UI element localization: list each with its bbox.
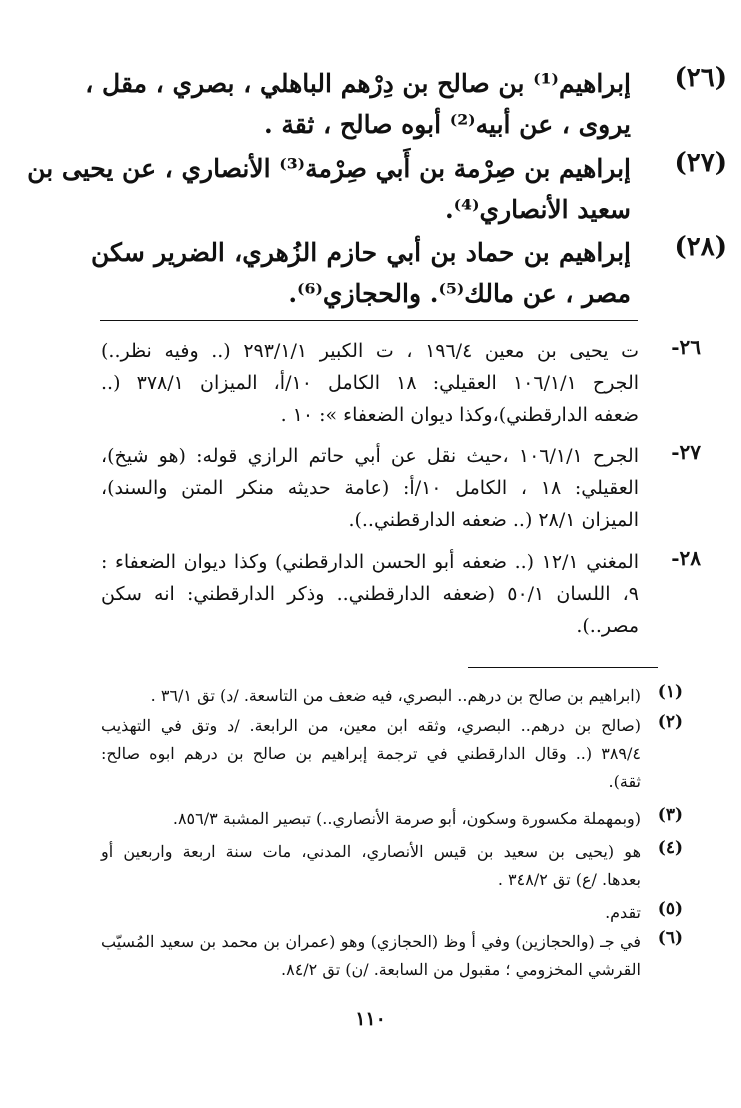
entry-28 bbox=[91, 232, 727, 314]
footnote-6 bbox=[101, 928, 683, 984]
footnote-5 bbox=[101, 899, 683, 927]
entry-line: إبراهيم بن حماد بن أبي حازم الزُهري، الضرير سكن bbox=[91, 238, 631, 267]
entry-line: إبراهيم⁽¹⁾ بن صالح بن دِرْهم الباهلي ، بصري ، مقل ، bbox=[85, 69, 631, 98]
footnote-number: (٦) bbox=[657, 928, 683, 948]
footnote-line: (صالح بن درهم.. البصري، وثقه ابن معين، من الرابعة. /د وتق في التهذيب bbox=[101, 716, 641, 735]
footnote-line: بعدها. /ع) تق ٣٤٨/٢ . bbox=[497, 870, 641, 889]
entry-number: (٢٧) bbox=[674, 148, 727, 178]
footnote-line: ٣٨٩/٤ (.. وقال الدارقطني في ترجمة إبراهيم بن صالح بن درهم ابوه صالح: bbox=[101, 744, 641, 763]
footnote-line: القرشي المخزومي ؛ مقبول من السابعة. /ن) تق ٨٤/٢. bbox=[281, 960, 641, 979]
entry-27 bbox=[27, 148, 727, 230]
section-rule bbox=[100, 320, 638, 321]
note-number: ٢٨- bbox=[671, 546, 701, 570]
footnote-line: تقدم. bbox=[605, 903, 641, 922]
note-number: ٢٦- bbox=[671, 335, 701, 359]
footnote-3 bbox=[101, 805, 683, 833]
footnote-rule bbox=[468, 667, 658, 668]
note-line: الجرح ١٠٦/١/١ ،حيث نقل عن أبي حاتم الرازي قوله: (هو شيخ)، bbox=[101, 445, 639, 467]
footnote-number: (٣) bbox=[657, 805, 683, 825]
note-line: الميزان ٢٨/١ (.. ضعفه الدارقطني..). bbox=[348, 509, 639, 531]
entry-number: (٢٦) bbox=[674, 63, 727, 93]
footnote-4 bbox=[101, 838, 683, 894]
footnote-line: هو (يحيى بن سعيد بن قيس الأنصاري، المدني، مات سنة اربعة واربعين أو bbox=[101, 842, 641, 861]
footnote-number: (٤) bbox=[657, 838, 683, 858]
note-line: العقيلي: ١٨ ، الكامل ١٠/أ: (عامة حديثه منكر المتن والسند)، bbox=[101, 477, 639, 499]
note-28 bbox=[101, 546, 701, 642]
page-number: ١١٠ bbox=[355, 1008, 386, 1030]
entry-number: (٢٨) bbox=[674, 232, 727, 262]
footnote-line: في جـ (والحجازين) وفي أ وظ (الحجازي) وهو (عمران بن محمد بن سعيد المُسيّب bbox=[101, 932, 641, 951]
note-number: ٢٧- bbox=[671, 440, 701, 464]
footnote-line: (وبمهملة مكسورة وسكون، أبو صرمة الأنصاري..) تبصير المشبة ٨٥٦/٣. bbox=[172, 809, 641, 828]
note-line: المغني ١٢/١ (.. ضعفه أبو الحسن الدارقطني) وكذا ديوان الضعفاء : bbox=[101, 551, 640, 573]
footnote-number: (٢) bbox=[657, 712, 683, 732]
note-26 bbox=[101, 335, 701, 431]
footnote-2 bbox=[101, 712, 683, 796]
entry-line: سعيد الأنصاري⁽⁴⁾. bbox=[444, 195, 631, 224]
footnote-line: (ابراهيم بن صالح بن درهم.. البصري، فيه ضعف من التاسعة. /د) تق ٣٦/١ . bbox=[150, 686, 641, 705]
note-line: ٩، اللسان ٥٠/١ (ضعفه الدارقطني.. وذكر الدارقطني: انه سكن bbox=[101, 583, 639, 605]
entry-26 bbox=[85, 63, 727, 145]
footnote-line: ثقة). bbox=[608, 772, 641, 791]
entry-line: يروى ، عن أبيه⁽²⁾ أبوه صالح ، ثقة . bbox=[263, 110, 631, 139]
note-27 bbox=[101, 440, 701, 536]
note-line: الجرح ١٠٦/١/١ العقيلي: ١٨ الكامل ١٠/أ، الميزان ٣٧٨/١ (.. bbox=[101, 372, 640, 394]
note-line: ت يحيى بن معين ١٩٦/٤ ، ت الكبير ٢٩٣/١/١ (.. وفيه نظر..) bbox=[101, 340, 639, 362]
note-line: ضعفه الدارقطني)،وكذا ديوان الضعفاء »: ١٠ . bbox=[280, 404, 639, 426]
footnote-number: (١) bbox=[657, 682, 683, 702]
note-line: مصر..). bbox=[576, 615, 639, 637]
entry-line: إبراهيم بن صِرْمة بن أَبي صِرْمة⁽³⁾ الأنصاري ، عن يحيى بن bbox=[27, 154, 631, 183]
footnote-1 bbox=[101, 682, 683, 710]
entry-line: مصر ، عن مالك⁽⁵⁾. والحجازي⁽⁶⁾. bbox=[288, 279, 631, 308]
footnote-number: (٥) bbox=[657, 899, 683, 919]
